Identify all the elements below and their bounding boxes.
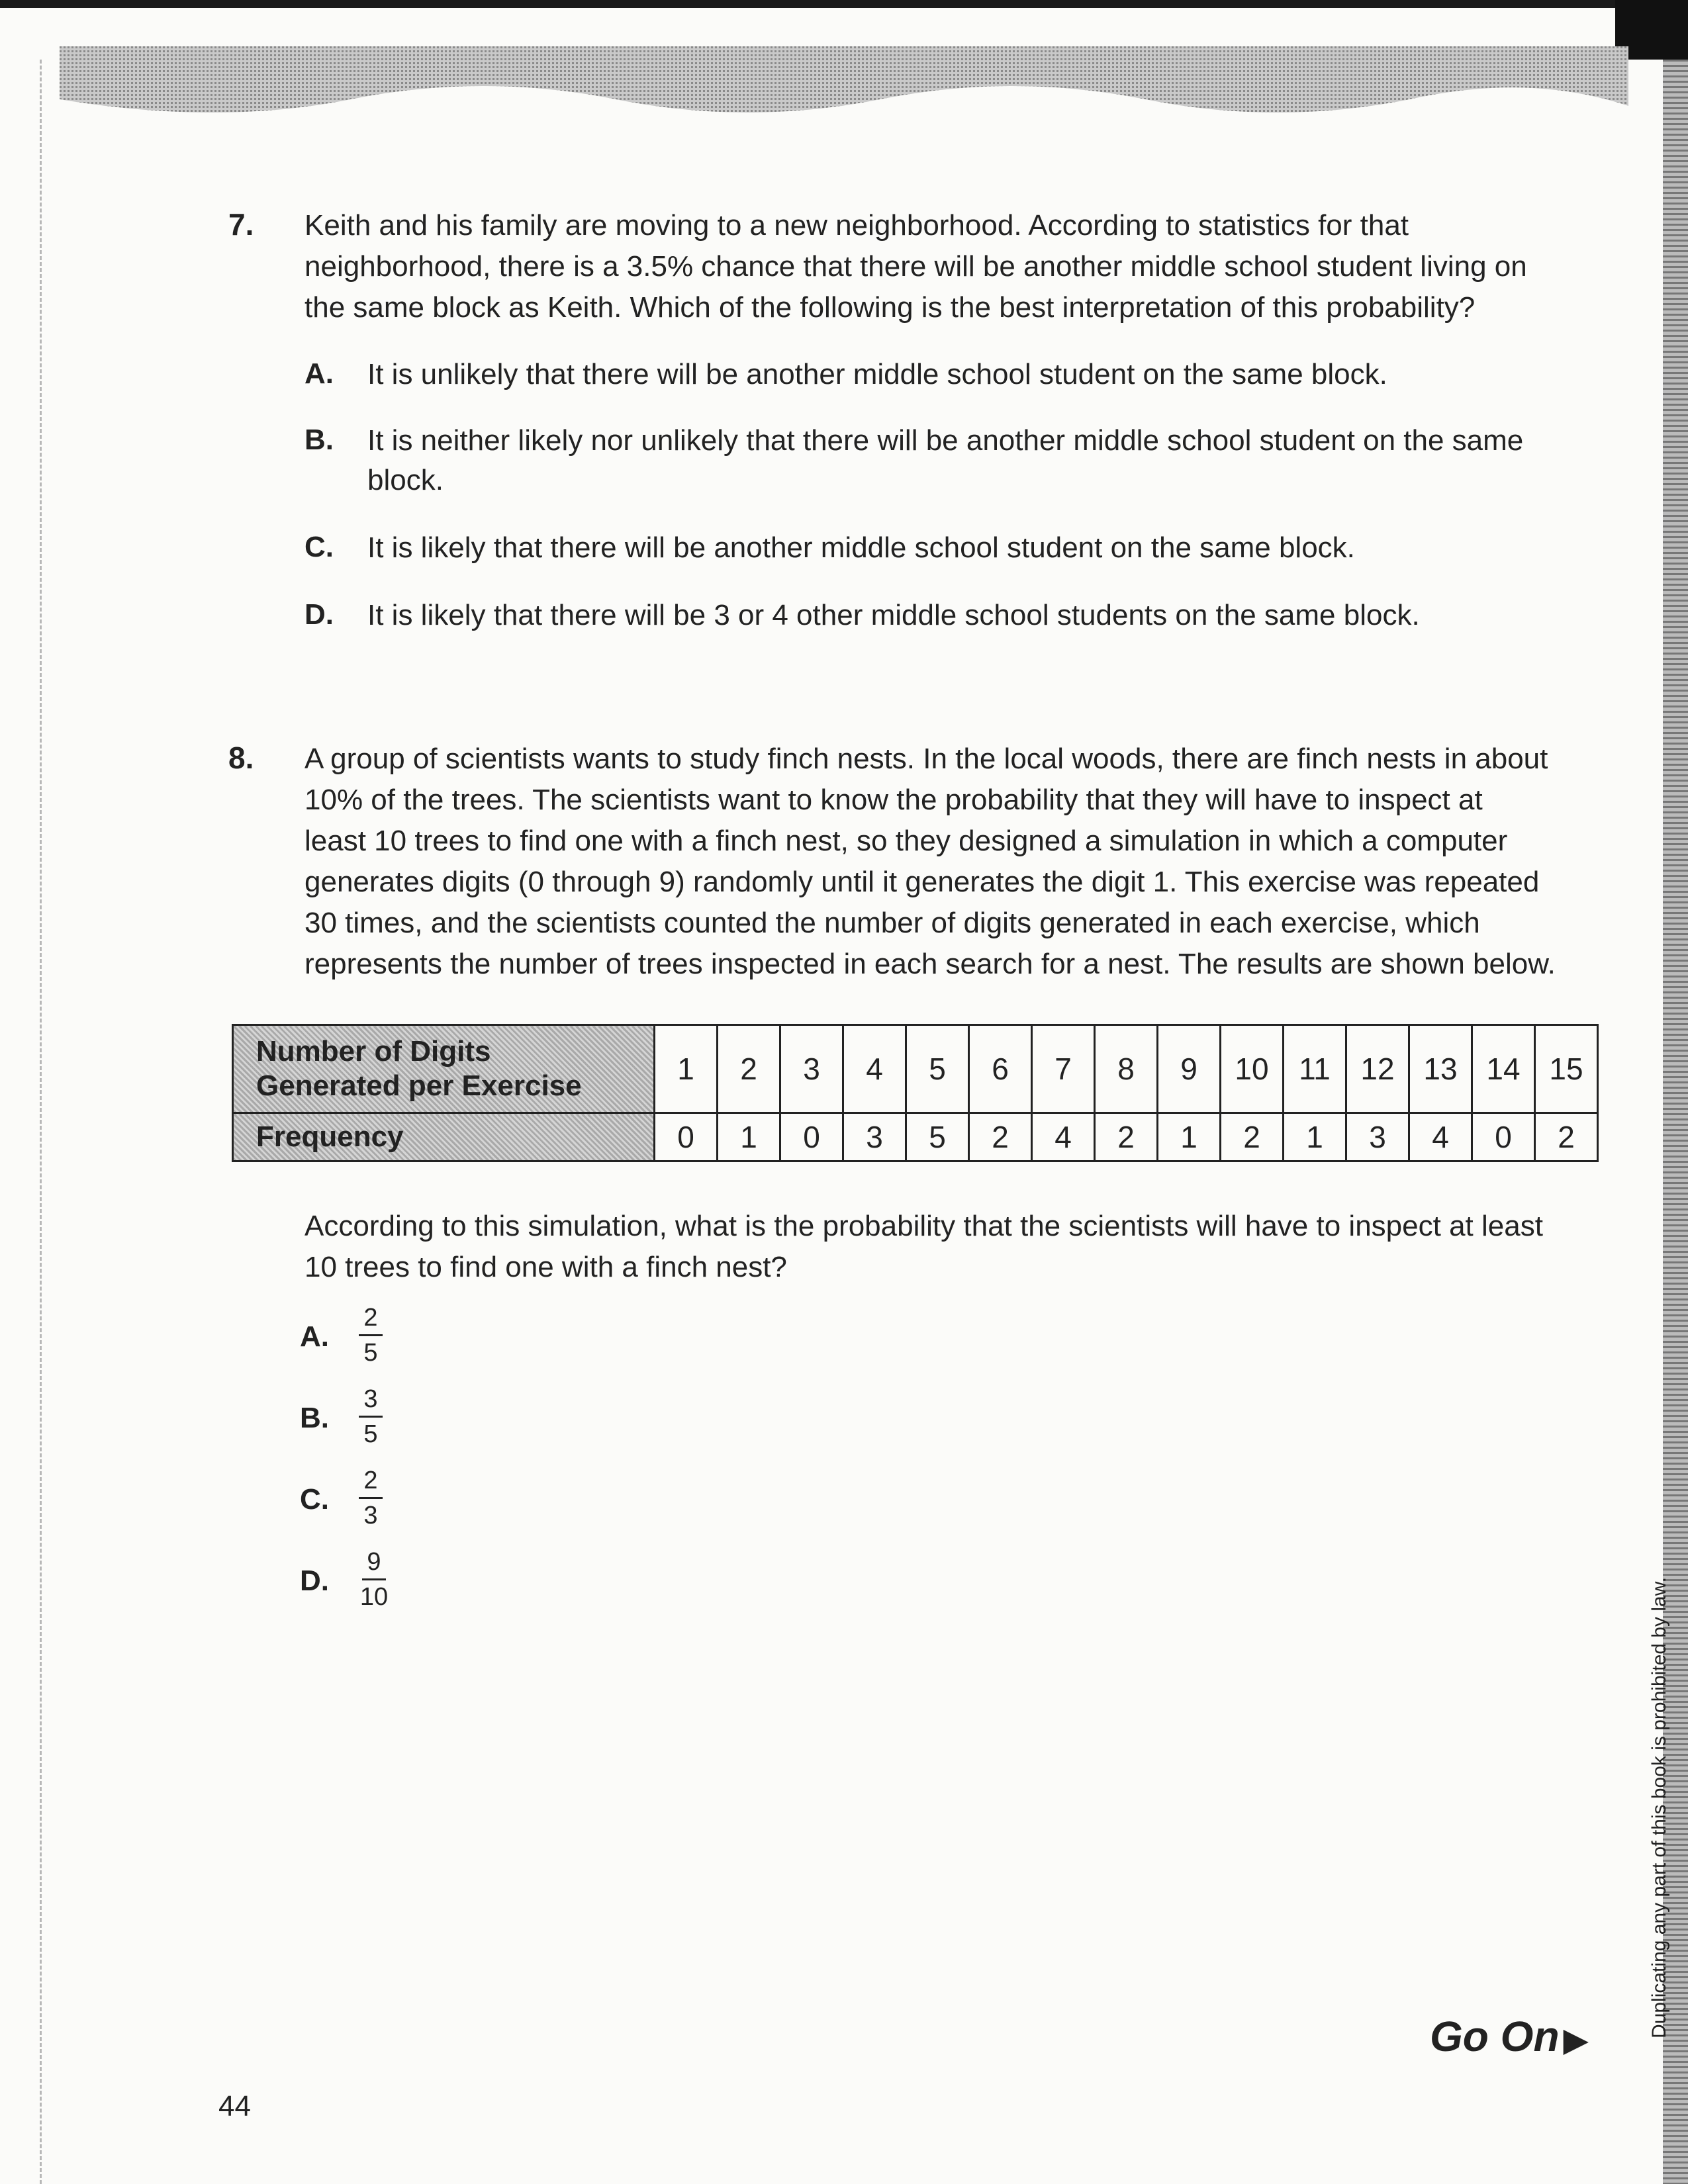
digits-cell: 12 [1346, 1025, 1409, 1113]
frequency-table [232, 1024, 1599, 1162]
page-number: 44 [218, 2090, 251, 2122]
fraction-numerator: 3 [363, 1385, 378, 1413]
q7-option-a-letter[interactable]: A. [305, 357, 334, 390]
digits-cell: 7 [1032, 1025, 1095, 1113]
left-binding-edge [40, 60, 81, 2184]
fraction-bar [359, 1497, 383, 1499]
frequency-cell: 2 [969, 1113, 1032, 1161]
question-7-line-2: neighborhood, there is a 3.5% chance that there will be another middle school student living on [305, 250, 1527, 283]
q7-option-d-letter[interactable]: D. [305, 598, 334, 631]
header-digits-line-2: Generated per Exercise [256, 1069, 582, 1102]
q7-option-c-letter[interactable]: C. [305, 531, 334, 563]
question-8-line-6: represents the number of trees inspected in each search for a nest. The results are shown below. [305, 948, 1556, 980]
top-border [0, 0, 1688, 8]
fraction-bar [362, 1578, 386, 1580]
digits-cell: 1 [655, 1025, 718, 1113]
fraction-denominator: 3 [363, 1502, 378, 1529]
header-wave-band [60, 46, 1628, 126]
play-arrow-icon: ▶ [1563, 2021, 1589, 2058]
frequency-cell: 1 [1284, 1113, 1346, 1161]
digits-cell: 15 [1535, 1025, 1598, 1113]
question-8-line-4: generates digits (0 through 9) randomly until it generates the digit 1. This exercise was repeated [305, 866, 1540, 898]
frequency-cell: 2 [1535, 1113, 1598, 1161]
q8-option-c-fraction[interactable] [351, 1465, 391, 1531]
frequency-cell: 5 [906, 1113, 969, 1161]
table-row-frequency [233, 1113, 1598, 1161]
q8-option-d-fraction[interactable] [354, 1547, 394, 1612]
frequency-cell: 0 [780, 1113, 843, 1161]
digits-cell: 10 [1221, 1025, 1284, 1113]
digits-cell: 3 [780, 1025, 843, 1113]
question-7-line-1: Keith and his family are moving to a new neighborhood. According to statistics for that [305, 209, 1409, 242]
frequency-cell: 2 [1095, 1113, 1158, 1161]
q8-option-b-fraction[interactable] [351, 1384, 391, 1449]
q7-option-b-text-1[interactable]: It is neither likely nor unlikely that there will be another middle school student on the same [367, 424, 1524, 457]
question-8-line-1: A group of scientists wants to study finch nests. In the local woods, there are finch nests in about [305, 743, 1548, 775]
q7-option-d-text[interactable]: It is likely that there will be 3 or 4 other middle school students on the same block. [367, 599, 1420, 631]
q7-option-b-letter[interactable]: B. [305, 424, 334, 456]
q8-option-a-fraction[interactable] [351, 1302, 391, 1368]
frequency-cell: 1 [1158, 1113, 1221, 1161]
q7-option-a-text[interactable]: It is unlikely that there will be another middle school student on the same block. [367, 358, 1387, 390]
frequency-cell: 3 [1346, 1113, 1409, 1161]
table-header-digits [233, 1025, 655, 1113]
fraction-numerator: 2 [363, 1467, 378, 1494]
digits-cell: 6 [969, 1025, 1032, 1113]
q7-option-c-text[interactable]: It is likely that there will be another middle school student on the same block. [367, 531, 1355, 564]
question-8-line-3: least 10 trees to find one with a finch nest, so they designed a simulation in which a computer [305, 825, 1508, 857]
question-8-number: 8. [228, 741, 254, 775]
q8-option-b-letter[interactable]: B. [300, 1402, 329, 1434]
frequency-cell: 4 [1409, 1113, 1472, 1161]
fraction-denominator: 10 [359, 1583, 389, 1611]
question-8-line-5: 30 times, and the scientists counted the number of digits generated in each exercise, which [305, 907, 1480, 939]
fraction-numerator: 2 [363, 1304, 378, 1332]
digits-cell: 13 [1409, 1025, 1472, 1113]
frequency-cell: 2 [1221, 1113, 1284, 1161]
q7-option-b-text-2[interactable]: block. [367, 464, 444, 496]
digits-cell: 2 [718, 1025, 780, 1113]
question-8-followup-line-1: According to this simulation, what is the probability that the scientists will have to inspect at least [305, 1210, 1543, 1242]
question-8-line-2: 10% of the trees. The scientists want to know the probability that they will have to inspect at [305, 784, 1483, 816]
digits-cell: 9 [1158, 1025, 1221, 1113]
fraction-denominator: 5 [363, 1339, 378, 1367]
digits-cell: 11 [1284, 1025, 1346, 1113]
fraction-bar [359, 1334, 383, 1336]
q8-option-c-letter[interactable]: C. [300, 1483, 329, 1516]
question-7-line-3: the same block as Keith. Which of the following is the best interpretation of this probability? [305, 291, 1476, 324]
fraction-numerator: 9 [367, 1548, 381, 1576]
frequency-cell: 3 [843, 1113, 906, 1161]
fraction-bar [359, 1416, 383, 1418]
question-8-followup-line-2: 10 trees to find one with a finch nest? [305, 1251, 787, 1283]
frequency-cell: 0 [655, 1113, 718, 1161]
header-digits-line-1: Number of Digits [256, 1035, 491, 1068]
q8-option-a-letter[interactable]: A. [300, 1320, 329, 1353]
digits-cell: 8 [1095, 1025, 1158, 1113]
fraction-denominator: 5 [363, 1420, 378, 1448]
frequency-cell: 1 [718, 1113, 780, 1161]
go-on-label: Go On [1430, 2013, 1560, 2060]
table-row-digits [233, 1025, 1598, 1113]
frequency-cell: 4 [1032, 1113, 1095, 1161]
go-on-button[interactable] [1430, 2012, 1589, 2061]
digits-cell: 5 [906, 1025, 969, 1113]
table-header-frequency: Frequency [233, 1113, 655, 1161]
digits-cell: 4 [843, 1025, 906, 1113]
copyright-notice: Duplicating any part of this book is prohibited by law. [1648, 1576, 1670, 2038]
frequency-cell: 0 [1472, 1113, 1535, 1161]
question-7-number: 7. [228, 207, 254, 242]
digits-cell: 14 [1472, 1025, 1535, 1113]
q8-option-d-letter[interactable]: D. [300, 1565, 329, 1597]
